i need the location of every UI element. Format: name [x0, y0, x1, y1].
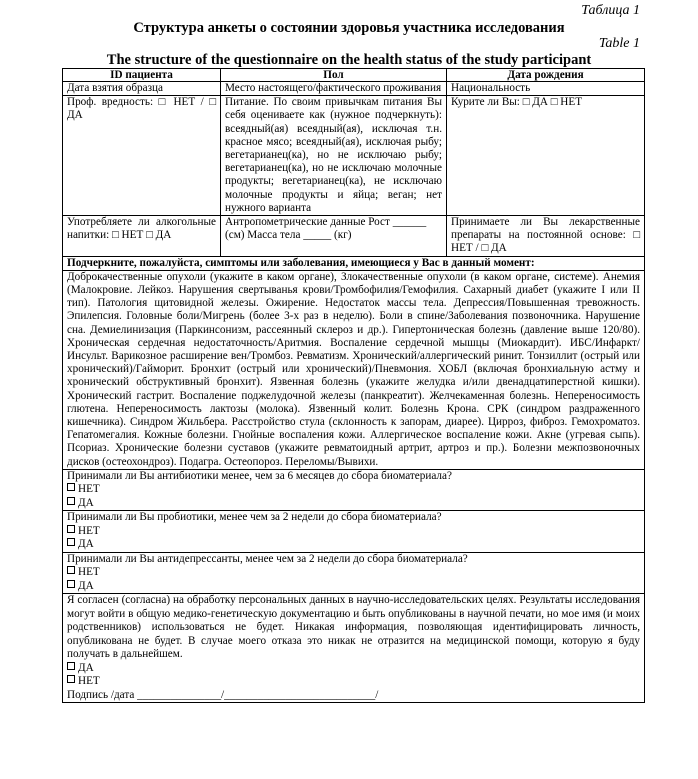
sample-date-cell: Дата взятия образца: [63, 82, 221, 96]
checkbox-icon[interactable]: [67, 662, 75, 670]
header-birth-date: Дата рождения: [447, 69, 645, 82]
symptoms-heading: Подчеркните, пожалуйста, симптомы или заболевания, имеющиеся у Вас в данный момент:: [63, 256, 645, 270]
question-text: Принимали ли Вы антидепрессанты, менее чем за 2 недели до сбора биоматериала?: [67, 552, 468, 565]
header-patient-id: ID пациента: [63, 69, 221, 82]
title-en: The structure of the questionnaire on the health status of the study participant: [106, 52, 592, 68]
option-no[interactable]: НЕТ: [67, 483, 640, 497]
residence-cell: Место настоящего/фактического проживания: [221, 82, 447, 96]
table-label-en: Table 1: [598, 36, 640, 51]
anthropometry-cell: Антропометрические данные Рост ______ (см) Масса тела _____ (кг): [221, 216, 447, 257]
alcohol-cell: Употребляете ли алкогольные напитки: □ НЕТ □ ДА: [63, 216, 221, 257]
checkbox-icon[interactable]: [67, 483, 75, 491]
header-sex: Пол: [221, 69, 447, 82]
questionnaire-table: [62, 68, 645, 703]
signature-line[interactable]: Подпись /дата _______________/___________________________/: [67, 688, 379, 701]
consent-text: Я согласен (согласна) на обработку персональных данных в научно-исследовательских целях. Результаты исследования могут войти в общую медико-генетическую документацию и быть опубликованы в научной печати, но мое имя (и моих родственников) использоваться не будет. Никакая информация, позволяющая идентифицировать личность, опубликована не будет. В случае моего отказа это никак не отразится на медицинской помощи, которую я буду получать в дальнейшем.: [67, 594, 640, 661]
option-yes[interactable]: ДА: [67, 497, 640, 511]
title-ru: Структура анкеты о состоянии здоровья участника исследования: [133, 20, 565, 36]
option-yes[interactable]: ДА: [67, 538, 640, 552]
option-no[interactable]: НЕТ: [67, 525, 640, 539]
medication-cell: Принимаете ли Вы лекарственные препараты на постоянной основе: □ НЕТ / □ ДА: [447, 216, 645, 257]
question-text: Принимали ли Вы антибиотики менее, чем за 6 месяцев до сбора биоматериала?: [67, 469, 452, 482]
consent-option-no[interactable]: НЕТ: [67, 675, 640, 689]
nationality-cell: Национальность: [447, 82, 645, 96]
option-no[interactable]: НЕТ: [67, 566, 640, 580]
probiotics-question: [63, 511, 645, 553]
antidepressants-question: [63, 552, 645, 594]
occupational-hazard-cell: Проф. вредность: □ НЕТ / □ ДА: [63, 96, 221, 216]
checkbox-icon[interactable]: [67, 525, 75, 533]
consent-section: [63, 594, 645, 703]
checkbox-icon[interactable]: [67, 566, 75, 574]
checkbox-icon[interactable]: [67, 675, 75, 683]
antibiotics-question: [63, 469, 645, 511]
table-label-ru: Таблица 1: [581, 3, 640, 18]
checkbox-icon[interactable]: [67, 538, 75, 546]
checkbox-icon[interactable]: [67, 497, 75, 505]
question-text: Принимали ли Вы пробиотики, менее чем за 2 недели до сбора биоматериала?: [67, 511, 442, 524]
option-yes[interactable]: ДА: [67, 580, 640, 594]
consent-option-yes[interactable]: ДА: [67, 662, 640, 676]
checkbox-icon[interactable]: [67, 580, 75, 588]
nutrition-cell: Питание. По своим привычкам питания Вы себя оцениваете как (нужное подчеркнуть): всеядный(ая) всеядный(ая), исключая т.н. красное мясо; всеядный(ая), исключая рыбу; вегетарианец(ка), но не исключаю рыбу; вегетарианец(ка), но не исключаю молочные продукты; вегетарианец(ка), не исключаю молочные продукты и яйца; веган; нет нужного варианта: [221, 96, 447, 216]
symptoms-list: Доброкачественные опухоли (укажите в каком органе), Злокачественные опухоли (в каком органе, системе). Анемия (Малокровие. Лейкоз. Нарушения свертыванья крови/Тромбофилия/Гемофилия. Сахарный диабет (укажите I или II тип). Патология щитовидной железы. Ожирение. Недостаток массы тела. Депрессия/Повышенная тревожность. Эпилепсия. Головные боли/Мигрень (более 3-х раз в неделю). Боли в спине/Заболевания позвоночника. Нарушение сна. Демиелинизация (Паркинсонизм, рассеянный склероз и др.). Гипертоническая болезнь (давление выше 120/80). Хроническая сердечная недостаточность/Аритмия. Воспаление сердечной мышцы (Миокардит). ИБС/Инфаркт/Инсульт. Варикозное расширение вен/Тромбоз. Ревматизм. Хронический/аллергический ринит. Тонзиллит (острый или хронический)/Гайморит. Бронхит (острый или хронический)/Пневмония. ХОБЛ (включая бронхиальную астму и хронический обструктивный бронхит). Язвенная болезнь (укажите желудка и/или двенадцатиперстной кишки). Хронический гастрит. Воспаление поджелудочной железы (панкреатит). Желчекаменная болезнь. Непереносимость глютена. Непереносимость лактозы (молока). Язвенный колит. Болезнь Крона. СРК (синдром раздраженного кишечника). Синдром Жильбера. Расстройство стула (склонность к запорам, диарее). Цирроз, фиброз. Гемохроматоз. Гепатомегалия. Кожные болезни. Гнойные воспаления кожи. Аллергическое воспаление кожи. Акне (угревая сыпь). Псориаз. Хронические болезни суставов (укажите ревматоидный артрит, артроз и пр.). Болезни межпозвоночных дисков (остеохондроз). Подагра. Остеопороз. Переломы/Вывихи.: [63, 270, 645, 469]
smoking-cell: Курите ли Вы: □ ДА □ НЕТ: [447, 96, 645, 216]
